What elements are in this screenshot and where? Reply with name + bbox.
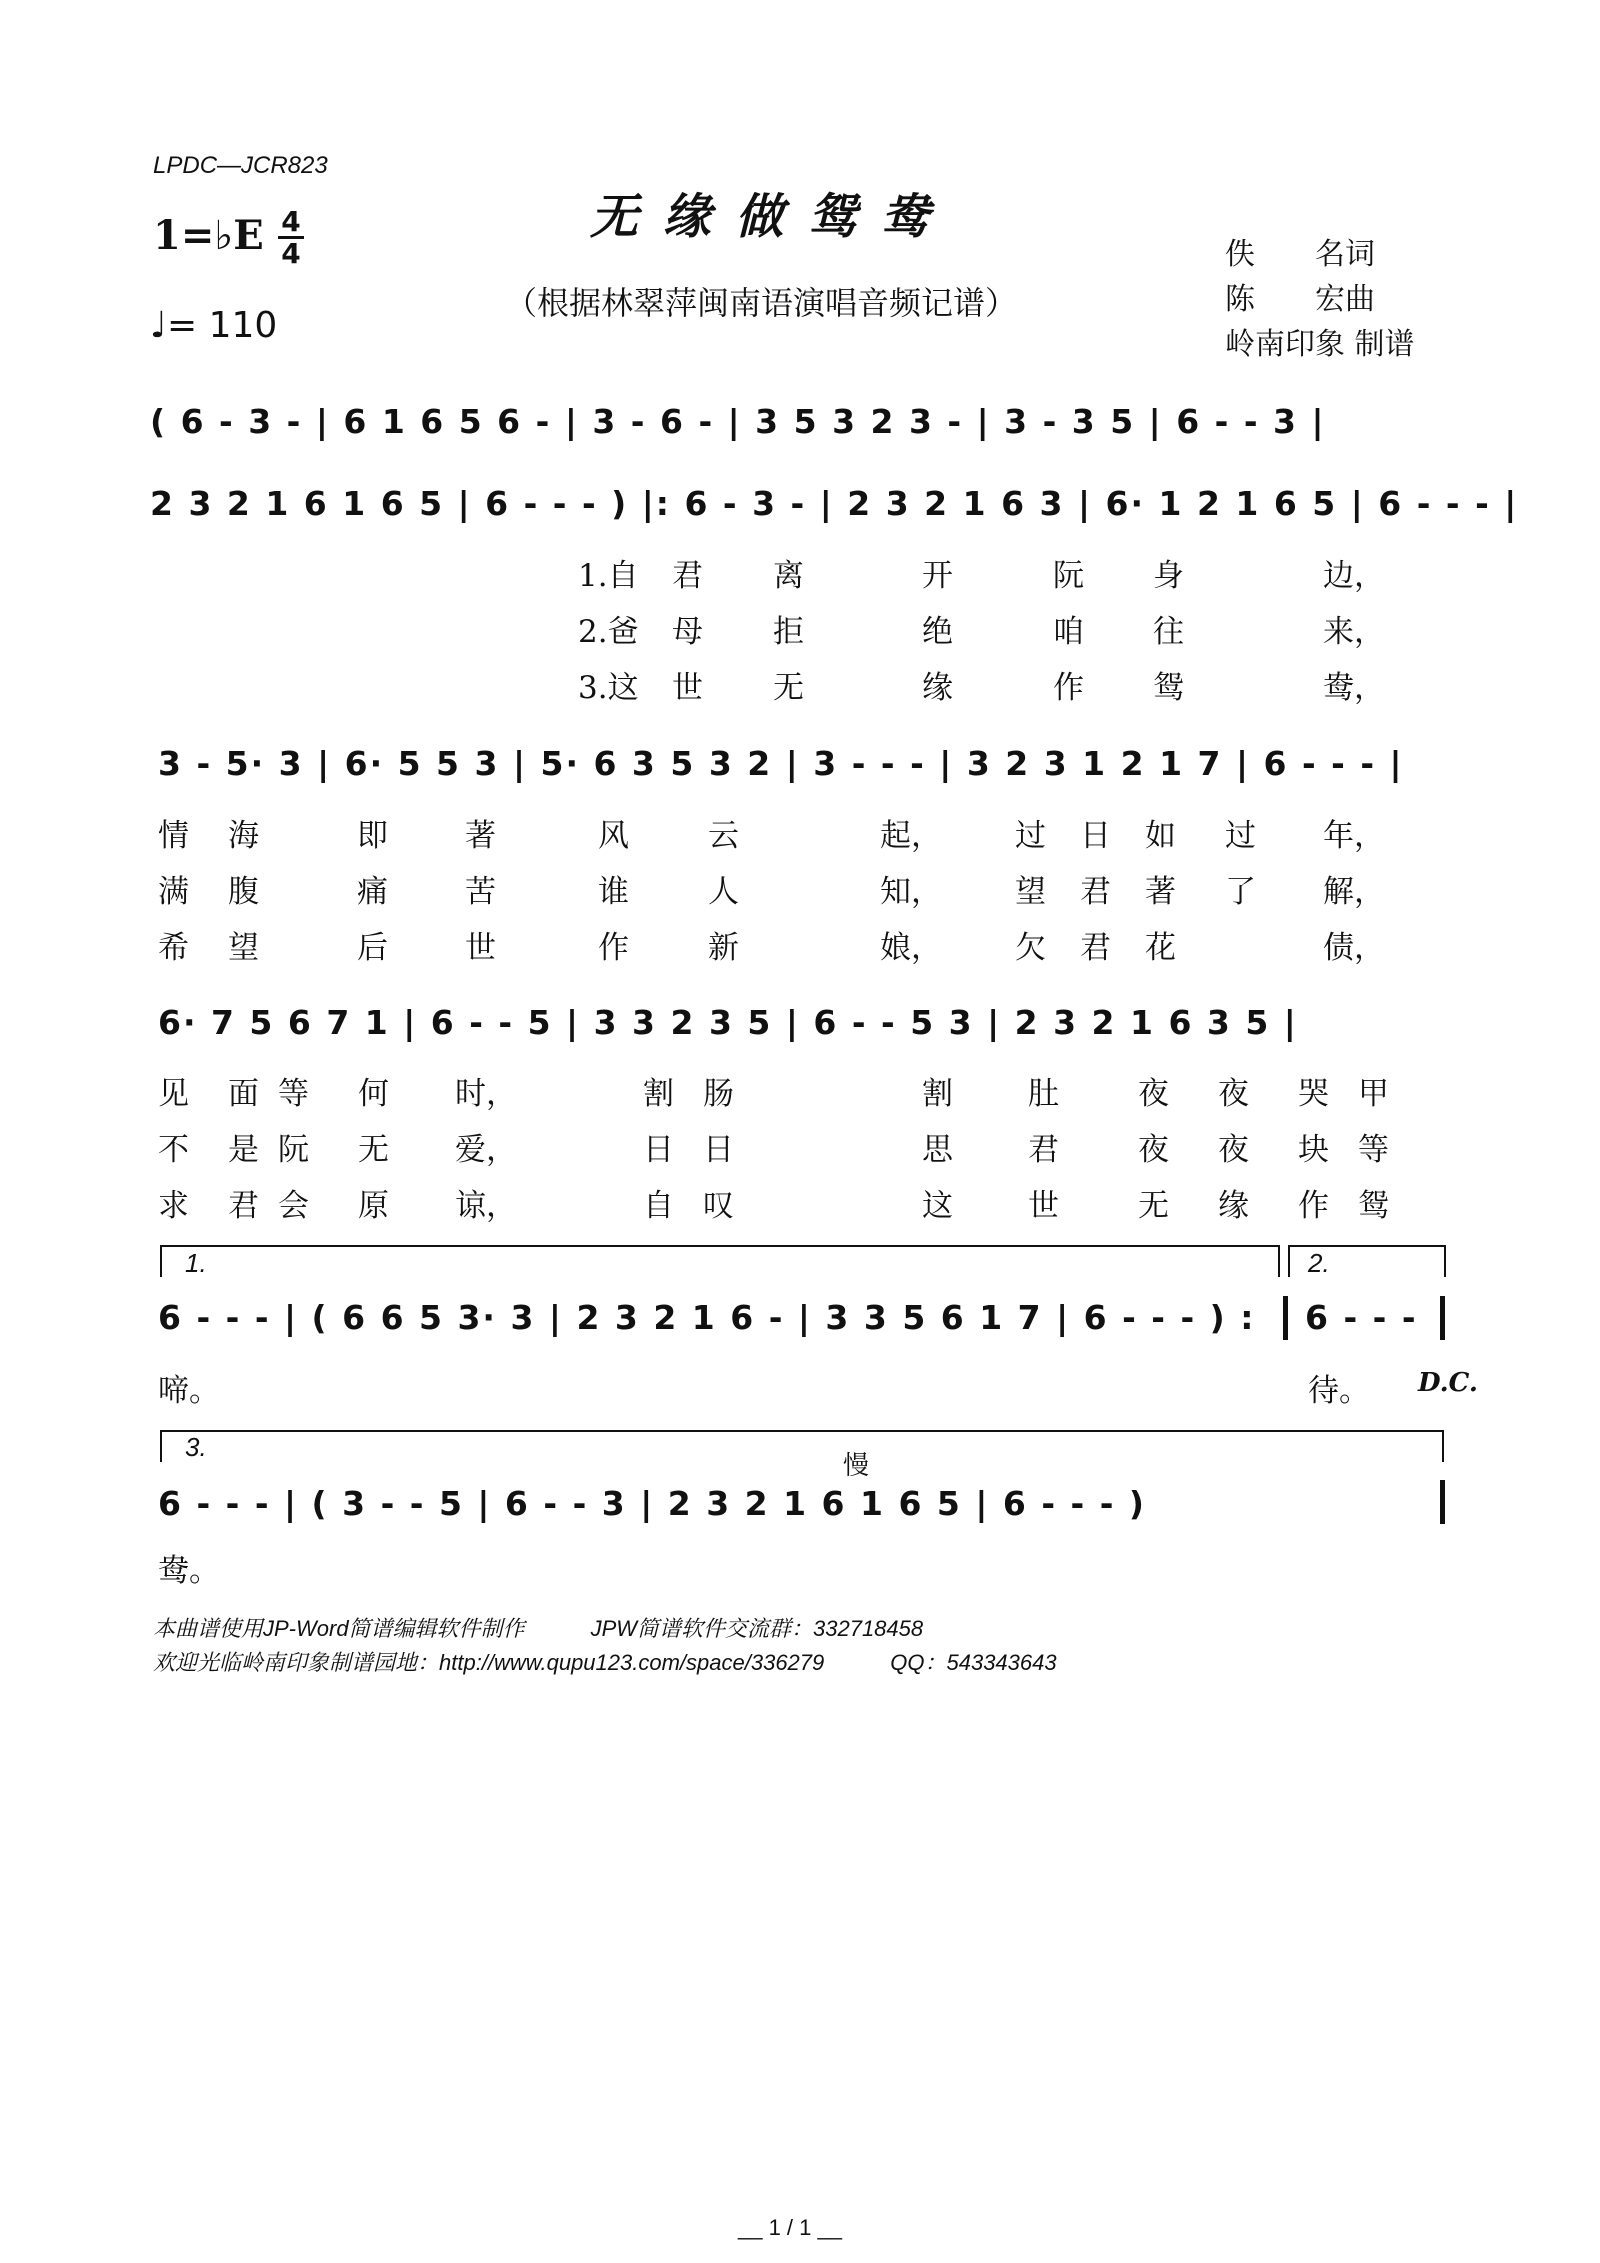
ending-bracket-1-right [1278,1245,1280,1277]
lyric-syllable: 云 [708,818,739,854]
score-line-2: 2 3 2 1 6 1 6 5 | 6 - - - ) |: 6 - 3 - | 2 3 2 1 6 3 | 6· 1 2 1 6 5 | 6 - - - | [150,484,1519,523]
page-title: 无 缘 做 鸳 鸯 [590,189,933,245]
lyric-syllable: 身 [1153,558,1184,594]
tempo-mark [150,305,277,346]
lyrics-line-2-verse-2 [0,606,1600,650]
lyric-syllable: 绝 [922,614,953,650]
lyric-syllable: 著 [465,818,496,854]
final-double-bar [1440,1296,1445,1340]
lyric-syllable: 君 [1028,1132,1059,1168]
lyric-syllable: 君 [228,1188,259,1224]
lyric-syllable: 君 [672,558,703,594]
lyric-syllable: 望 [1015,874,1046,910]
lyric-syllable: 夜 [1138,1076,1169,1112]
lyric-syllable: 肠 [703,1076,734,1112]
lyric-syllable: 欠 [1015,930,1046,966]
score-line-6: 6 - - - | ( 3 - - 5 | 6 - - 3 | 2 3 2 1 6 1 6 5 | 6 - - - ) [158,1484,1146,1523]
arranger: 岭南印象 制谱 [1225,327,1415,362]
lyric-syllable: 过 [1015,818,1046,854]
score-line-3: 3 - 5· 3 | 6· 5 5 3 | 5· 6 3 5 3 2 | 3 - - - | 3 2 3 1 2 1 7 | 6 - - - | [158,744,1404,783]
lyric-syllable: 痛 [357,874,388,910]
lyrics-line-3-verse-3 [0,922,1600,966]
score-code: LPDC—JCR823 [153,152,328,179]
lyric-syllable: 世 [672,670,703,706]
lyric-syllable: 咱 [1053,614,1084,650]
lyric-syllable: 日 [703,1132,734,1168]
subtitle: （根据林翠萍闽南语演唱音频记谱） [505,284,1018,322]
lyric-syllable: 苦 [465,874,496,910]
ending-bracket-3 [160,1430,1444,1432]
quarter-note-icon: ♩ [150,305,167,346]
lyric-syllable: 君 [1080,874,1111,910]
lyric-syllable: 块 [1298,1132,1329,1168]
lyric-syllable: 风 [598,818,629,854]
ending-3-label: 3. [185,1432,207,1462]
score-line-5b: 6 - - - [1305,1298,1418,1337]
lyric-syllable: 缘 [1218,1188,1249,1224]
lyric-syllable: 无 [773,670,804,706]
lyric-syllable: 鸳 [1358,1188,1389,1224]
lyric-syllable: 面 [228,1076,259,1112]
score-line-5a: 6 - - - | ( 6 6 5 3· 3 | 2 3 2 1 6 - | 3 3 5 6 1 7 | 6 - - - ) : [158,1298,1256,1337]
lyric-syllable: 1.自 [578,558,639,594]
lyric-syllable: 阮 [1053,558,1084,594]
time-signature [278,205,304,270]
lyric-syllable: 等 [278,1076,309,1112]
lyric-syllable: 肚 [1028,1076,1059,1112]
page-number: __ 1 / 1 __ [738,2215,842,2240]
lyric-syllable: 债， [1323,930,1385,966]
footer-line-1: 本曲谱使用JP-Word简谱编辑软件制作 JPW简谱软件交流群：332718458 [153,1616,924,1641]
lyric-syllable: 娘， [880,930,942,966]
lyric-syllable: 人 [708,874,739,910]
key-signature [153,212,264,259]
lyric-syllable: 日 [643,1132,674,1168]
lyric-syllable: 过 [1225,818,1256,854]
lyric-syllable: 希 [158,930,189,966]
lyric-syllable: 往 [1153,614,1184,650]
lyric-syllable: 谁 [598,874,629,910]
ending-bracket-2 [1288,1245,1446,1247]
lyric-syllable: 作 [1053,670,1084,706]
lyric-syllable: 何 [358,1076,389,1112]
tempo-value: = 110 [166,305,278,346]
credits [1225,232,1415,367]
score-line-4: 6· 7 5 6 7 1 | 6 - - 5 | 3 3 2 3 5 | 6 - - 5 3 | 2 3 2 1 6 3 5 | [158,1003,1298,1042]
lyric-syllable: 等 [1358,1132,1389,1168]
lyric-syllable: 知， [880,874,942,910]
lyric-syllable: 日 [1080,818,1111,854]
lyrics-line-4-verse-2 [0,1124,1600,1168]
lyric-syllable: 起， [880,818,942,854]
ending-bracket-2-left [1288,1245,1290,1277]
lyric-syllable: 3.这 [578,670,639,706]
lyrics-line-4-verse-1 [0,1068,1600,1112]
lyrics-line-4-verse-3 [0,1180,1600,1224]
lyric-syllable: 夜 [1218,1132,1249,1168]
lyric-line-5a: 啼。 [158,1373,220,1409]
lyric-syllable: 自 [643,1188,674,1224]
lyric-syllable: 后 [357,930,388,966]
key-label: 1=♭E [153,212,264,259]
repeat-bar-thick [1283,1296,1288,1340]
lyric-syllable: 著 [1145,874,1176,910]
lyric-syllable: 离 [773,558,804,594]
tempo-slow-mark: 慢 [843,1451,870,1481]
lyric-syllable: 满 [158,874,189,910]
da-capo-mark: D.C. [1418,1368,1478,1398]
lyric-syllable: 情 [158,818,189,854]
lyric-line-5b: 待。 [1308,1373,1370,1409]
lyric-syllable: 君 [1080,930,1111,966]
ending-bracket-3-right [1442,1430,1444,1462]
lyric-syllable: 腹 [228,874,259,910]
lyric-syllable: 开 [922,558,953,594]
lyric-syllable: 母 [672,614,703,650]
lyric-syllable: 作 [1298,1188,1329,1224]
lyric-syllable: 谅， [455,1188,517,1224]
lyric-syllable: 时， [455,1076,517,1112]
lyric-syllable: 鸳 [1153,670,1184,706]
lyric-syllable: 割 [643,1076,674,1112]
lyric-syllable: 爱， [455,1132,517,1168]
lyric-syllable: 求 [158,1188,189,1224]
lyric-syllable: 无 [358,1132,389,1168]
lyrics-line-2-verse-3 [0,662,1600,706]
lyric-syllable: 见 [158,1076,189,1112]
lyric-syllable: 拒 [773,614,804,650]
lyric-syllable: 原 [358,1188,389,1224]
lyric-syllable: 思 [922,1132,953,1168]
lyric-syllable: 割 [922,1076,953,1112]
ending-1-label: 1. [185,1248,207,1278]
lyric-syllable: 如 [1145,818,1176,854]
lyric-syllable: 缘 [922,670,953,706]
lyric-syllable: 来， [1323,614,1385,650]
lyrics-line-2-verse-1 [0,550,1600,594]
lyric-syllable: 年， [1323,818,1385,854]
lyric-syllable: 阮 [278,1132,309,1168]
lyric-syllable: 无 [1138,1188,1169,1224]
ending-2-label: 2. [1308,1248,1330,1278]
lyric-syllable: 会 [278,1188,309,1224]
lyric-syllable: 夜 [1138,1132,1169,1168]
lyric-syllable: 了 [1225,874,1256,910]
lyric-line-6: 鸯。 [158,1553,220,1589]
lyric-syllable: 望 [228,930,259,966]
ending-bracket-3-left [160,1430,162,1462]
time-bottom: 4 [281,237,301,270]
lyric-syllable: 解， [1323,874,1385,910]
lyricist: 佚 名词 [1225,237,1375,272]
end-bar-thick [1440,1480,1445,1524]
footer-line-2: 欢迎光临岭南印象制谱园地：http://www.qupu123.com/space/336279 QQ：543343643 [153,1650,1057,1675]
lyric-syllable: 海 [228,818,259,854]
lyric-syllable: 2.爸 [578,614,639,650]
lyric-syllable: 是 [228,1132,259,1168]
lyric-syllable: 叹 [703,1188,734,1224]
lyric-syllable: 哭 [1298,1076,1329,1112]
ending-bracket-2-right [1444,1245,1446,1277]
lyrics-line-3-verse-1 [0,810,1600,854]
lyric-syllable: 世 [1028,1188,1059,1224]
lyric-syllable: 鸯， [1323,670,1385,706]
lyric-syllable: 夜 [1218,1076,1249,1112]
lyrics-line-3-verse-2 [0,866,1600,910]
lyric-syllable: 作 [598,930,629,966]
ending-bracket-1 [160,1245,1280,1247]
lyric-syllable: 即 [357,818,388,854]
composer: 陈 宏曲 [1225,282,1375,317]
lyric-syllable: 这 [922,1188,953,1224]
ending-bracket-1-left [160,1245,162,1277]
lyric-syllable: 不 [158,1132,189,1168]
lyric-syllable: 世 [465,930,496,966]
lyric-syllable: 边， [1323,558,1385,594]
lyric-syllable: 甲 [1358,1076,1389,1112]
score-line-1: ( 6 - 3 - | 6 1 6 5 6 - | 3 - 6 - | 3 5 3 2 3 - | 3 - 3 5 | 6 - - 3 | [150,402,1326,441]
lyric-syllable: 新 [708,930,739,966]
time-top: 4 [281,205,301,238]
lyric-syllable: 花 [1145,930,1176,966]
